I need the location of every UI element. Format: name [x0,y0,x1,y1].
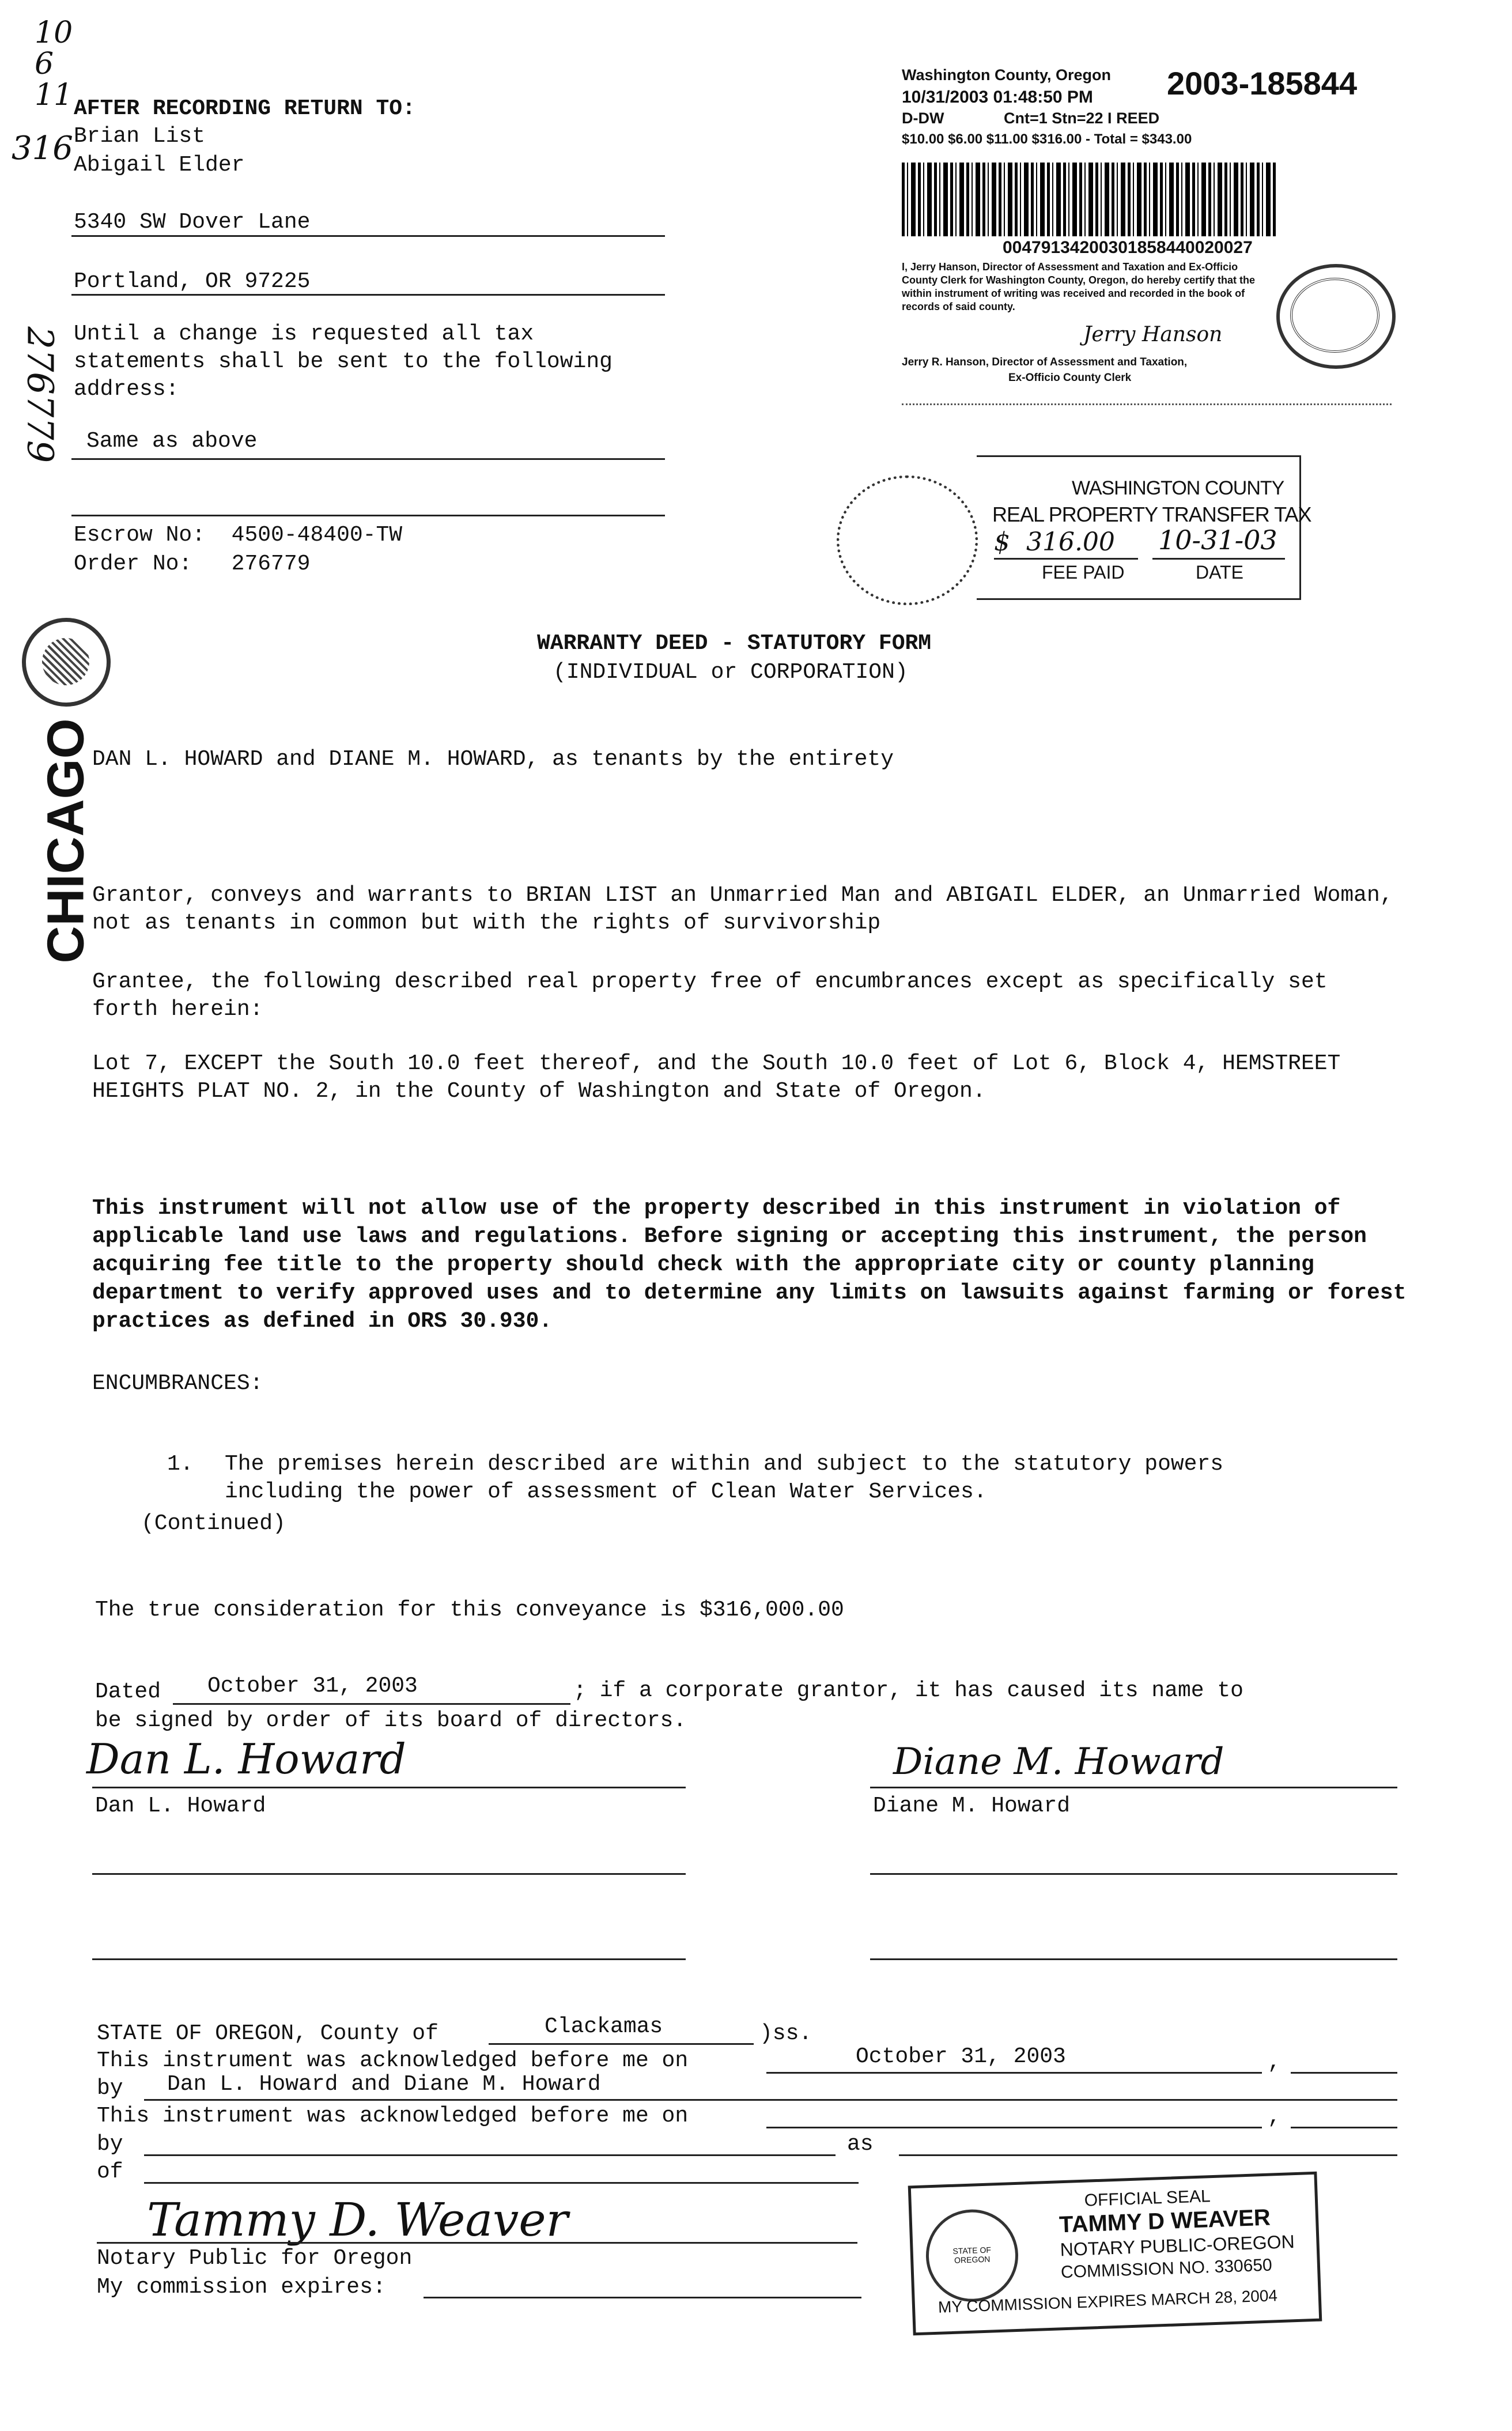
notary-ack-2-line [766,2127,1262,2128]
recording-datetime: 10/31/2003 01:48:50 PM [902,88,1093,107]
notary-signature: Tammy D. Weaver [147,2193,568,2247]
notary-ack-1: This instrument was acknowledged before me on [97,2048,689,2073]
encumbrance-number: 1. [167,1452,194,1477]
seal-line-3: NOTARY PUBLIC-OREGON [1060,2231,1295,2260]
city-line [71,294,665,296]
recording-county: Washington County, Oregon [902,66,1111,84]
seal-line-2: TAMMY D WEAVER [1059,2204,1271,2238]
seal-line-1: OFFICIAL SEAL [1084,2187,1211,2210]
notary-ack-1-date: October 31, 2003 [856,2044,1066,2069]
consideration-text: The true consideration for this conveyance is $316,000.00 [95,1598,844,1622]
dated-date: October 31, 2003 [207,1674,418,1698]
extra-sign-line-4 [870,1958,1397,1960]
notary-as-label: as [847,2132,874,2157]
document-title: WARRANTY DEED - STATUTORY FORM [537,631,932,656]
transfer-tax-date: 10-31-03 [1158,524,1277,556]
recording-doc-number: 2003-185844 [1167,65,1358,101]
dated-text-2: be signed by order of its board of directors. [95,1708,687,1733]
tax-statement-text: Until a change is requested all tax statements shall be sent to the following address: [74,322,613,402]
official-notary-seal [908,2172,1322,2336]
grantor-1-sign-line [92,1787,686,1788]
order-number: Order No: 276779 [74,552,311,576]
return-street: 5340 SW Dover Lane [74,210,311,235]
notary-ss: )ss. [759,2021,812,2046]
dated-text: ; if a corporate grantor, it has caused its name to [573,1678,1243,1703]
notary-county-line [489,2043,754,2045]
notary-state: STATE OF OREGON, County of [97,2021,439,2046]
land-use-warning: This instrument will not allow use of the property described in this instrument in violation of applicable land use laws and regulations. Before signing or accepting this instrument, the person acquiring fee title to the property should check with the appropriate city or county planning department to verify approved uses and to determine any limits on lawsuits against farming or forest practices as defined in ORS 30.930. [92,1196,1407,1334]
notary-ack-2-extra-line [1291,2127,1397,2128]
notary-commission-line [424,2297,861,2298]
notary-of-label: of [97,2160,123,2184]
notary-public-label: Notary Public for Oregon [97,2246,413,2271]
grantee-text: Grantee, the following described real property free of encumbrances except as specifically set forth herein: [92,969,1328,1022]
notary-of-line [144,2182,859,2184]
notary-by-1: Dan L. Howard and Diane M. Howard [167,2072,601,2097]
margin-note-top-left: 10 6 11 [35,16,73,112]
extra-sign-line-1 [92,1873,686,1875]
encumbrances-heading: ENCUMBRANCES: [92,1371,263,1396]
recording-barcode [902,163,1276,236]
recording-signer: Jerry R. Hanson, Director of Assessment and Taxation, [902,356,1188,368]
grantor-1-signature: Dan L. Howard [86,1735,406,1783]
dated-line [173,1703,570,1705]
transfer-tax-line2: REAL PROPERTY TRANSFER TAX [992,503,1311,526]
notary-comma-1: , [1268,2050,1281,2075]
notary-commission-label: My commission expires: [97,2275,386,2300]
transfer-tax-line1: WASHINGTON COUNTY [1072,477,1284,499]
dated-label: Dated [95,1679,161,1704]
notary-ack-1-line [766,2072,1262,2074]
margin-note-order-vertical: 276779 [19,326,62,463]
transfer-tax-date-line [1152,558,1285,560]
notary-sign-line [97,2242,857,2244]
seal-line-5: MY COMMISSION EXPIRES MARCH 28, 2004 [938,2286,1278,2316]
notary-by-2-label: by [97,2132,123,2157]
recording-code: D-DW [902,110,944,127]
notary-by-1-line [144,2099,1397,2101]
recording-fees: $10.00 $6.00 $11.00 $316.00 - Total = $343.00 [902,131,1192,147]
notary-ack-2: This instrument was acknowledged before me on [97,2104,689,2128]
notary-as-line [899,2154,1397,2156]
chicago-seal-icon [22,618,111,707]
return-city: Portland, OR 97225 [74,269,311,294]
transfer-tax-amount-line [994,558,1138,560]
seal-ring-text: STATE OF OREGON [952,2245,992,2265]
fee-paid-label: FEE PAID [1042,562,1125,583]
legal-description: Lot 7, EXCEPT the South 10.0 feet thereof, and the South 10.0 feet of Lot 6, Block 4, HEMSTREET HEIGHTS PLAT NO. 2, in the County of Washington and State of Oregon. [92,1051,1341,1104]
return-name-2: Abigail Elder [74,153,245,178]
escrow-number: Escrow No: 4500-48400-TW [74,523,403,548]
tax-address-line [71,458,665,460]
chicago-stamp-text: CHICAGO [37,718,95,964]
return-name-1: Brian List [74,124,206,149]
margin-note-fee: 316 [12,130,73,167]
conveys-text: Grantor, conveys and warrants to BRIAN LIST an Unmarried Man and ABIGAIL ELDER, an Unmarried Woman, not as tenants in common but with the rights of survivorship [92,883,1393,935]
oregon-seal-icon [924,2208,1019,2303]
extra-sign-line-2 [870,1873,1397,1875]
recording-signature: Jerry Hanson [1083,323,1223,346]
encumbrance-text: The premises herein described are within and subject to the statutory powers including the power of assessment of Clean Water Services. [225,1452,1224,1504]
grantor-1-name: Dan L. Howard [95,1794,266,1818]
grantor-2-signature: Diane M. Howard [893,1741,1224,1783]
recording-signer-title: Ex-Officio County Clerk [1008,372,1132,384]
notary-by-2-line [144,2154,836,2156]
notary-comma-2: , [1268,2105,1281,2130]
grantor-2-sign-line [870,1787,1397,1788]
tax-address: Same as above [86,429,258,454]
notary-by-1-label: by [97,2076,123,2101]
transfer-tax-amount: $ 316.00 [994,527,1115,557]
street-line [71,235,665,237]
notary-ack-1-extra-line [1291,2072,1397,2074]
grantor-text: DAN L. HOWARD and DIANE M. HOWARD, as tenants by the entirety [92,747,894,772]
recording-certification: I, Jerry Hanson, Director of Assessment and Taxation and Ex-Officio County Clerk for Washington County, Oregon, do hereby certify that the within instrument of writing was received and recorded in the book of records of said county. [902,261,1256,312]
document-subtitle: (INDIVIDUAL or CORPORATION) [553,660,908,685]
grantor-2-name: Diane M. Howard [873,1794,1071,1818]
notary-county: Clackamas [545,2014,663,2039]
return-to-heading: AFTER RECORDING RETURN TO: [74,96,415,121]
seal-line-4: COMMISSION NO. 330650 [1060,2255,1273,2282]
transfer-tax-seal-icon [837,475,978,605]
barcode-number: 00479134200301858440020027 [1003,238,1253,257]
date-label: DATE [1196,562,1243,583]
blank-address-line [71,515,665,516]
recording-stamp-divider [902,403,1392,405]
extra-sign-line-3 [92,1958,686,1960]
encumbrance-continued: (Continued) [141,1511,286,1536]
county-seal-icon [1276,264,1396,369]
recording-counts: Cnt=1 Stn=22 I REED [1004,110,1160,127]
